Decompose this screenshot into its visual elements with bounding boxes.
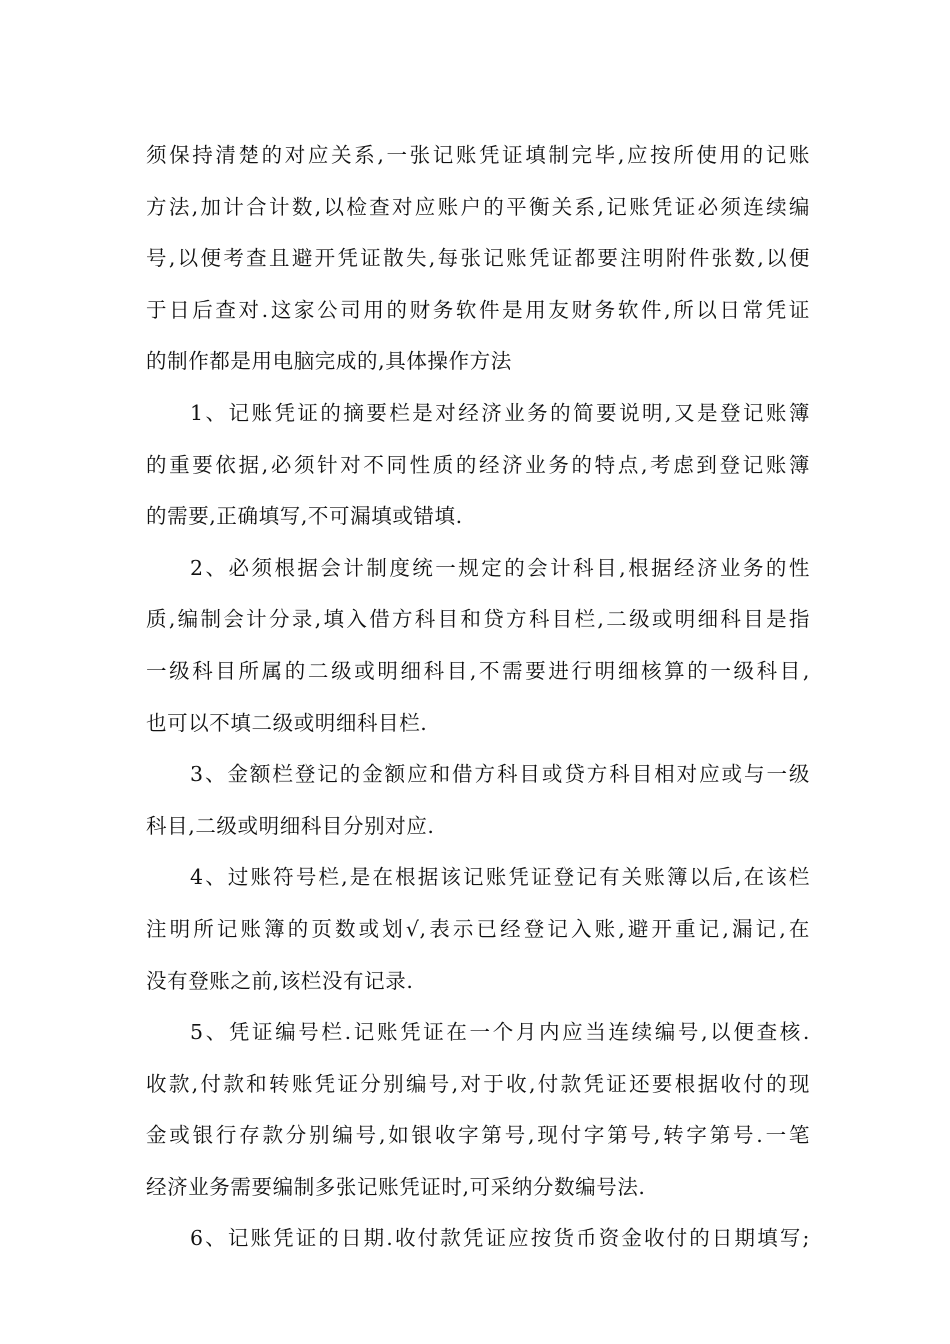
text-line: 经济业务需要编制多张记账凭证时,可采纳分数编号法. xyxy=(146,1174,646,1199)
text-line: 质,编制会计分录,填入借方科目和贷方科目栏,二级或明细科目是指 xyxy=(146,607,810,632)
text-line: 号,以便考查且避开凭证散失,每张记账凭证都要注明附件张数,以便 xyxy=(146,246,810,271)
text-line: 方法,加计合计数,以检查对应账户的平衡关系,记账凭证必须连续编 xyxy=(146,194,810,219)
text-line: 5、凭证编号栏.记账凭证在一个月内应当连续编号,以便查核. xyxy=(190,1020,810,1045)
text-line: 6、记账凭证的日期.收付款凭证应按货币资金收付的日期填写; xyxy=(190,1226,810,1251)
text-line: 1、记账凭证的摘要栏是对经济业务的简要说明,又是登记账簿 xyxy=(190,400,810,425)
text-line: 须保持清楚的对应关系,一张记账凭证填制完毕,应按所使用的记账 xyxy=(146,143,810,167)
list-item-2 xyxy=(146,543,810,749)
intro-paragraph xyxy=(146,130,810,388)
text-line: 的制作都是用电脑完成的,具体操作方法 xyxy=(146,349,512,374)
text-line: 收款,付款和转账凭证分别编号,对于收,付款凭证还要根据收付的现 xyxy=(146,1071,810,1096)
list-item-4 xyxy=(146,852,810,1007)
text-line: 没有登账之前,该栏没有记录. xyxy=(146,968,414,993)
text-line: 于日后查对.这家公司用的财务软件是用友财务软件,所以日常凭证 xyxy=(146,297,810,322)
text-line: 科目,二级或明细科目分别对应. xyxy=(146,813,435,838)
text-line: 一级科目所属的二级或明细科目,不需要进行明细核算的一级科目, xyxy=(146,658,810,683)
text-line: 4、过账符号栏,是在根据该记账凭证登记有关账簿以后,在该栏 xyxy=(190,865,810,890)
text-line: 的重要依据,必须针对不同性质的经济业务的特点,考虑到登记账簿 xyxy=(146,452,810,477)
text-line: 3、金额栏登记的金额应和借方科目或贷方科目相对应或与一级 xyxy=(190,762,810,787)
text-line: 也可以不填二级或明细科目栏. xyxy=(146,710,428,735)
text-line: 2、必须根据会计制度统一规定的会计科目,根据经济业务的性 xyxy=(190,555,810,580)
text-line: 的需要,正确填写,不可漏填或错填. xyxy=(146,504,463,529)
list-item-3 xyxy=(146,749,810,852)
document-page xyxy=(146,130,810,1265)
list-item-5 xyxy=(146,1007,810,1213)
text-line: 金或银行存款分别编号,如银收字第号,现付字第号,转字第号.一笔 xyxy=(146,1123,810,1148)
text-line: 注明所记账簿的页数或划√,表示已经登记入账,避开重记,漏记,在 xyxy=(146,916,810,941)
list-item-6 xyxy=(146,1213,810,1265)
list-item-1 xyxy=(146,388,810,543)
